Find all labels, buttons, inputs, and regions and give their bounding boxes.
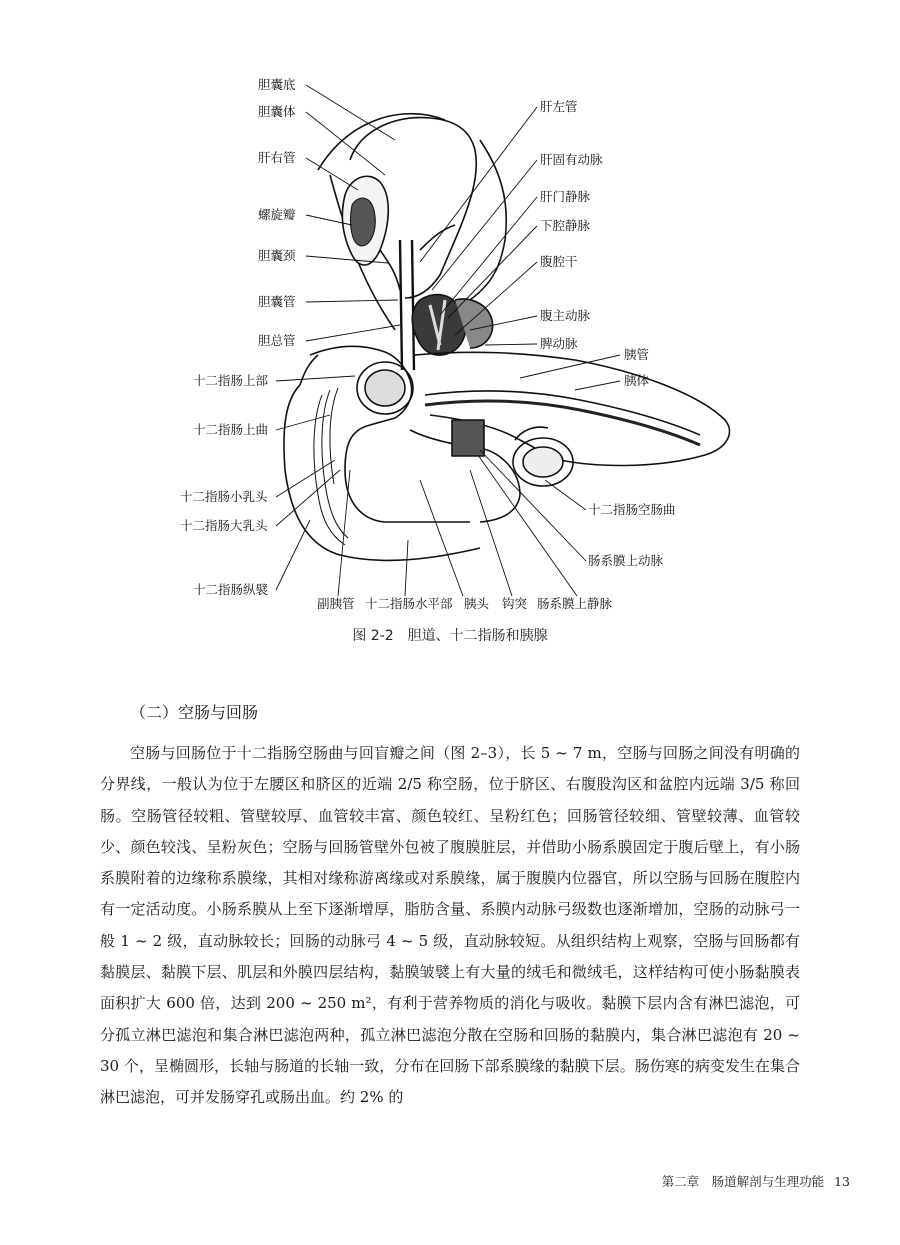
footer-chapter: 第二章 肠道解剖与生理功能 [661,1174,825,1189]
label-duodenum-superior: 十二指肠上部 [193,373,269,388]
label-inferior-vena-cava: 下腔静脉 [540,218,591,233]
label-superior-mesenteric-artery: 肠系膜上动脉 [588,553,664,568]
page-footer [600,1172,850,1190]
label-superior-mesenteric-vein: 肠系膜上静脉 [537,596,613,611]
bottom-labels [317,596,613,611]
label-right-hepatic-duct: 肝右管 [258,150,296,165]
label-spiral-valve: 螺旋瓣 [258,207,296,222]
label-splenic-artery: 脾动脉 [540,336,578,351]
label-major-papilla: 十二指肠大乳头 [180,518,268,533]
left-labels [180,77,296,597]
label-duodenum-horizontal: 十二指肠水平部 [365,596,453,611]
label-pancreatic-duct: 胰管 [624,347,650,362]
label-uncinate-process: 钩突 [502,596,528,611]
figure-caption: 图 2-2 胆道、十二指肠和胰腺 [352,628,548,644]
page-number: 13 [834,1174,850,1189]
section-heading: （二）空肠与回肠 [130,703,259,722]
label-pancreas-head: 胰头 [464,596,490,611]
label-longitudinal-fold: 十二指肠纵襞 [193,582,269,597]
right-labels [540,99,676,568]
label-cystic-duct: 胆囊管 [258,294,296,309]
label-gallbladder-fundus: 胆囊底 [258,77,296,92]
label-celiac-trunk: 腹腔干 [540,254,578,269]
label-minor-papilla: 十二指肠小乳头 [180,489,268,504]
label-common-bile-duct: 胆总管 [258,333,296,348]
anatomy-illustration [284,114,729,561]
label-accessory-pancreatic-duct: 副胰管 [317,596,355,611]
label-abdominal-aorta: 腹主动脉 [540,308,591,323]
label-gallbladder-body: 胆囊体 [258,104,296,119]
label-proper-hepatic-artery: 肝固有动脉 [540,152,603,167]
label-duodenum-superior-flexure: 十二指肠上曲 [193,422,269,437]
label-portal-vein: 肝门静脉 [540,189,591,204]
label-duodenojejunal-flexure: 十二指肠空肠曲 [588,502,676,517]
label-left-hepatic-duct: 肝左管 [540,99,578,114]
body-paragraph: 空肠与回肠位于十二指肠空肠曲与回盲瓣之间（图 2–3），长 5 ~ 7 m，空肠与回肠之间没有明确的分界线，一般认为位于左腰区和脐区的近端 2/5 称空肠，位于脐区、右腹股沟区和盆腔内远端 3/5 称回肠。空肠管径较粗、管壁较厚、血管较丰富、颜色较红、呈粉红色；回肠管径较细、管壁较薄、血管较少、颜色较浅、呈粉灰色；空肠与回肠管壁外包被了腹膜脏层，并借助小肠系膜固定于腹后壁上，有小肠系膜附着的边缘称系膜缘，其相对缘称游离缘或对系膜缘，属于腹膜内位器官，所以空肠与回肠在腹腔内有一定活动度。小肠系膜从上至下逐渐增厚，脂肪含量、系膜内动脉弓级数也逐渐增加，空肠的动脉弓一般 1 ~ 2 级，直动脉较长；回肠的动脉弓 4 ~ 5 级，直动脉较短。从组织结构上观察，空肠与回肠都有黏膜层、黏膜下层、肌层和外膜四层结构，黏膜皱襞上有大量的绒毛和微绒毛，这样结构可使小肠黏膜表面积扩大 600 倍，达到 200 ~ 250 m²，有利于营养物质的消化与吸收。黏膜下层内含有淋巴滤泡，可分孤立淋巴滤泡和集合淋巴滤泡两种，孤立淋巴滤泡分散在空肠和回肠的黏膜内，集合淋巴滤泡有 20 ~ 30 个，呈椭圆形，长轴与肠道的长轴一致，分布在回肠下部系膜缘的黏膜下层。肠伤寒的病变发生在集合淋巴滤泡，可并发肠穿孔或肠出血。约 2% 的 [100,744,800,1107]
label-gallbladder-neck: 胆囊颈 [258,248,296,263]
label-pancreas-body: 胰体 [624,373,650,388]
